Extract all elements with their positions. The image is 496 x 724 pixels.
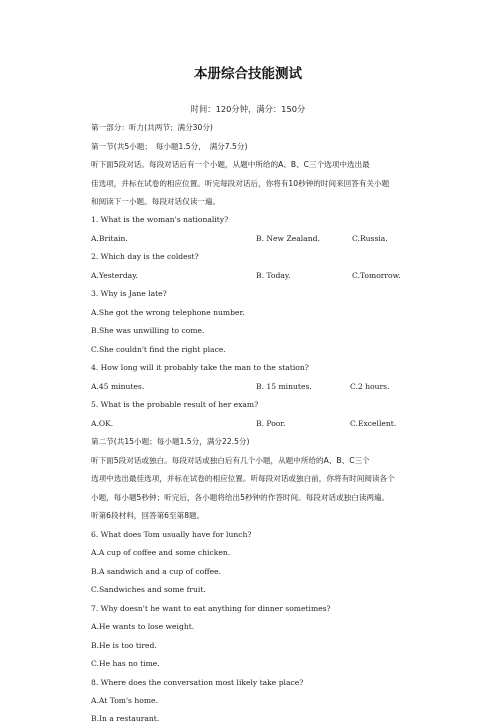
question-text: 8. Where does the conversation most likely take place? <box>91 678 304 687</box>
section-heading: 第一节(共5小题； 每小题1.5分， 满分7.5分) <box>91 142 248 151</box>
option-a: A.At Tom's home. <box>91 696 158 705</box>
question-text: 1. What is the woman's nationality? <box>91 215 229 224</box>
question-text: 5. What is the probable result of her exam? <box>91 400 259 409</box>
option-c: C.Russia. <box>352 234 388 243</box>
option-a: A.OK. <box>91 419 114 428</box>
question-text: 4. How long will it probably take the man to the station? <box>91 363 309 372</box>
section-heading: 第二节(共15小题；每小题1.5分，满分22.5分) <box>91 437 250 446</box>
option-b: B.A sandwich and a cup of coffee. <box>91 567 222 576</box>
option-c: C.She couldn't find the right place. <box>91 345 226 354</box>
option-b: B. New Zealand. <box>256 234 320 243</box>
option-c: C.Excellent. <box>350 419 397 428</box>
option-c: C.Tomorrow. <box>352 271 401 280</box>
question-text: 3. Why is Jane late? <box>91 289 167 298</box>
instruction-line: 选项中选出最佳选项，并标在试卷的相应位置。听每段对话或独白前，你将有时间阅读各个 <box>91 474 395 483</box>
instruction-line: 和阅读下一小题。每段对话仅读一遍。 <box>91 197 221 206</box>
option-c: C.He has no time. <box>91 659 160 668</box>
option-c: C.2 hours. <box>350 382 390 391</box>
page-title: 本册综合技能测试 <box>194 66 302 82</box>
option-c: C.Sandwiches and some fruit. <box>91 585 206 594</box>
option-a: A.45 minutes. <box>91 382 145 391</box>
question-text: 7. Why doesn't he want to eat anything for dinner sometimes? <box>91 604 331 613</box>
option-b: B. 15 minutes. <box>256 382 312 391</box>
question-text: 2. Which day is the coldest? <box>91 252 199 261</box>
instruction-line: 听下面5段对话或独白。每段对话或独白后有几个小题，从题中所给的A、B、C三个 <box>91 456 370 465</box>
instruction-line: 小题，每小题5秒钟；听完后，各小题将给出5秒钟的作答时间。每段对话或独白读两遍。 <box>91 493 390 502</box>
instruction-line: 听下面5段对话。每段对话后有一个小题，从题中所给的A、B、C三个选项中选出最 <box>91 160 370 169</box>
option-a: A.She got the wrong telephone number. <box>91 308 245 317</box>
option-b: B. Today. <box>256 271 291 280</box>
part-heading: 第一部分：听力(共两节；满分30分) <box>91 123 213 132</box>
option-a: A.He wants to lose weight. <box>91 622 195 631</box>
option-a: A.Britain. <box>91 234 128 243</box>
question-text: 6. What does Tom usually have for lunch? <box>91 530 252 539</box>
option-b: B.He is too tired. <box>91 641 157 650</box>
page-subtitle: 时间：120分钟，满分：150分 <box>190 104 306 114</box>
option-a: A.A cup of coffee and some chicken. <box>91 548 231 557</box>
option-b: B.She was unwilling to come. <box>91 326 205 335</box>
option-b: B. Poor. <box>256 419 286 428</box>
instruction-line: 听第6段材料，回答第6至第8题。 <box>91 511 205 520</box>
option-a: A.Yesterday. <box>91 271 138 280</box>
option-b: B.In a restaurant. <box>91 714 160 723</box>
instruction-line: 佳选项，并标在试卷的相应位置。听完每段对话后，你将有10秒钟的时间来回答有关小题 <box>91 179 390 188</box>
